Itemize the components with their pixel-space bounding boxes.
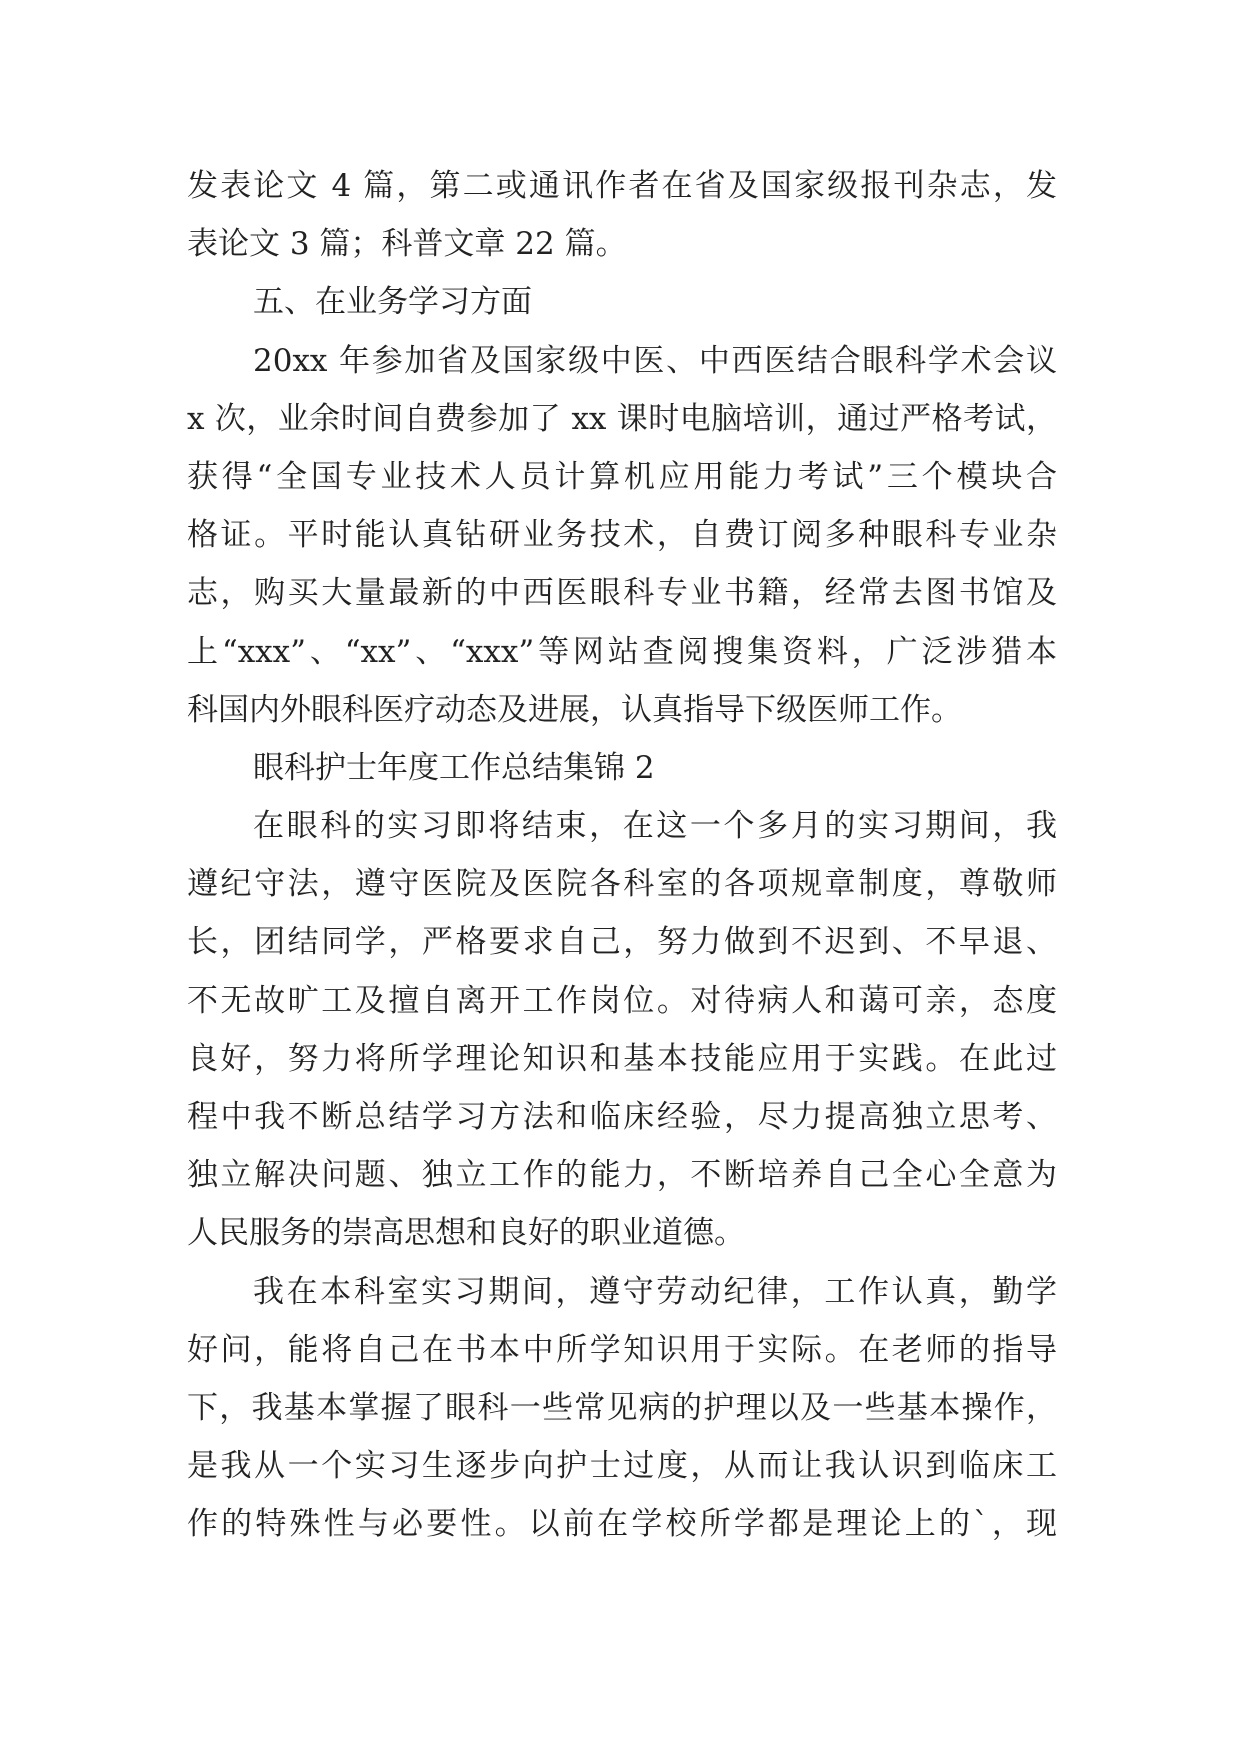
text-line: 上“xxx”、“xx”、“xxx”等网站查阅搜集资料，广泛涉猎本	[187, 633, 1057, 670]
text-line: 我在本科室实习期间，遵守劳动纪律，工作认真，勤学	[253, 1273, 1057, 1310]
text-line: 长，团结同学，严格要求自己，努力做到不迟到、不早退、	[187, 924, 1057, 961]
text-line: 良好，努力将所学理论知识和基本技能应用于实践。在此过	[187, 1040, 1057, 1077]
text-line: 人民服务的崇高思想和良好的职业道德。	[187, 1215, 745, 1252]
text-line: x 次，业余时间自费参加了 xx 课时电脑培训，通过严格考试，	[187, 400, 1057, 437]
text-line: 不无故旷工及擅自离开工作岗位。对待病人和蔼可亲，态度	[187, 982, 1057, 1019]
text-line: 独立解决问题、独立工作的能力，不断培养自己全心全意为	[187, 1157, 1057, 1194]
text-line: 是我从一个实习生逐步向护士过度，从而让我认识到临床工	[187, 1448, 1057, 1485]
text-line: 好问，能将自己在书本中所学知识用于实际。在老师的指导	[187, 1331, 1057, 1368]
text-line: 程中我不断总结学习方法和临床经验，尽力提高独立思考、	[187, 1099, 1057, 1135]
text-line: 20xx 年参加省及国家级中医、中西医结合眼科学术会议	[253, 342, 1057, 379]
text-line: 下，我基本掌握了眼科一些常见病的护理以及一些基本操作，	[187, 1389, 1057, 1426]
article-title: 眼科护士年度工作总结集锦 2	[253, 749, 655, 786]
text-line: 在眼科的实习即将结束，在这一个多月的实习期间，我	[253, 808, 1057, 845]
text-line: 科国内外眼科医疗动态及进展，认真指导下级医师工作。	[187, 691, 962, 728]
section-heading: 五、在业务学习方面	[253, 284, 532, 321]
text-line: 获得“全国专业技术人员计算机应用能力考试”三个模块合	[187, 458, 1057, 495]
text-line: 格证。平时能认真钻研业务技术，自费订阅多种眼科专业杂	[187, 517, 1057, 554]
text-line: 志，购买大量最新的中西医眼科专业书籍，经常去图书馆及	[187, 575, 1057, 612]
text-line: 表论文 3 篇；科普文章 22 篇。	[187, 226, 627, 263]
text-line: 遵纪守法，遵守医院及医院各科室的各项规章制度，尊敬师	[187, 866, 1057, 903]
text-line: 发表论文 4 篇，第二或通讯作者在省及国家级报刊杂志，发	[187, 168, 1057, 204]
text-line: 作的特殊性与必要性。以前在学校所学都是理论上的`，现	[187, 1506, 1057, 1543]
document-body	[187, 157, 1057, 1554]
